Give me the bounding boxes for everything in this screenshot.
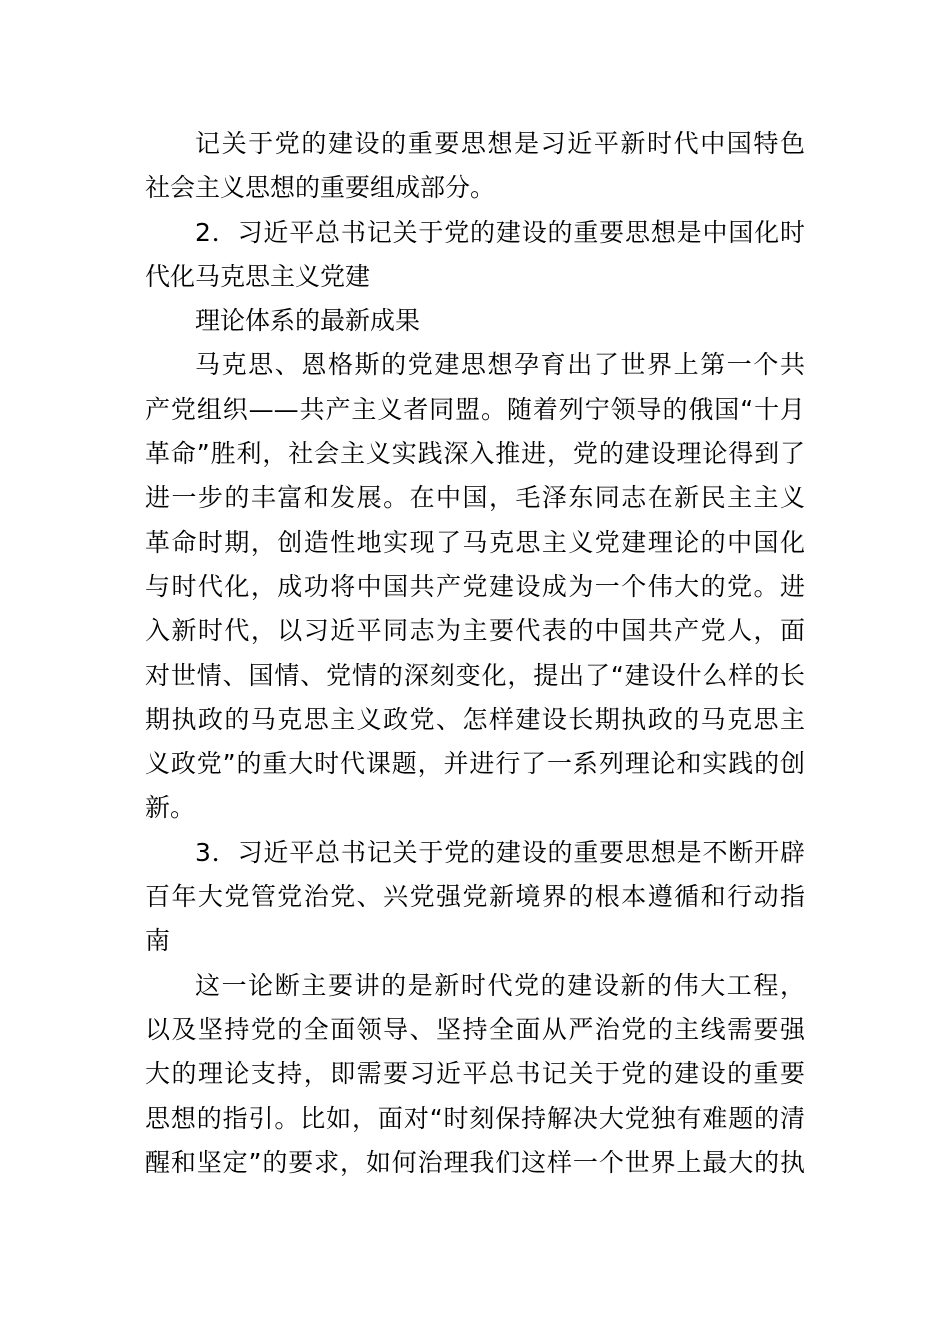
text-line: 这一论断主要讲的是新时代党的建设新的伟大工程， <box>195 970 805 1000</box>
text-line: 革命”胜利，社会主义实践深入推进，党的建设理论得到了 <box>145 439 805 469</box>
text-line: 期执政的马克思主义政党、怎样建设长期执政的马克思主 <box>145 704 805 734</box>
body-text-block <box>145 122 805 1185</box>
text-line: 理论体系的最新成果 <box>195 306 421 336</box>
text-line: 与时代化，成功将中国共产党建设成为一个伟大的党。进 <box>145 571 805 601</box>
text-line: 百年大党管党治党、兴党强党新境界的根本遵循和行动指 <box>145 882 805 912</box>
text-line: 对世情、国情、党情的深刻变化，提出了“建设什么样的长 <box>145 660 805 690</box>
text-line: 记关于党的建设的重要思想是习近平新时代中国特色 <box>195 129 805 158</box>
text-line: 代化马克思主义党建 <box>145 261 371 291</box>
text-line: 义政党”的重大时代课题，并进行了一系列理论和实践的创 <box>145 749 805 779</box>
text-line: 2．习近平总书记关于党的建设的重要思想是中国化时 <box>195 217 805 247</box>
text-line: 思想的指引。比如，面对“时刻保持解决大党独有难题的清 <box>145 1103 805 1133</box>
text-line: 3．习近平总书记关于党的建设的重要思想是不断开辟 <box>195 837 805 867</box>
text-line: 以及坚持党的全面领导、坚持全面从严治党的主线需要强 <box>145 1014 805 1044</box>
text-line: 社会主义思想的重要组成部分。 <box>145 173 496 203</box>
text-line: 马克思、恩格斯的党建思想孕育出了世界上第一个共 <box>195 350 805 380</box>
text-line: 大的理论支持，即需要习近平总书记关于党的建设的重要 <box>145 1059 805 1089</box>
text-line: 入新时代，以习近平同志为主要代表的中国共产党人，面 <box>145 616 805 646</box>
text-line: 南 <box>145 926 171 956</box>
text-line: 醒和坚定”的要求，如何治理我们这样一个世界上最大的执 <box>145 1147 805 1177</box>
text-line: 产党组织——共产主义者同盟。随着列宁领导的俄国“十月 <box>145 394 805 424</box>
text-line: 革命时期，创造性地实现了马克思主义党建理论的中国化 <box>145 527 805 557</box>
text-line: 新。 <box>145 793 196 823</box>
text-line: 进一步的丰富和发展。在中国，毛泽东同志在新民主主义 <box>145 483 805 513</box>
